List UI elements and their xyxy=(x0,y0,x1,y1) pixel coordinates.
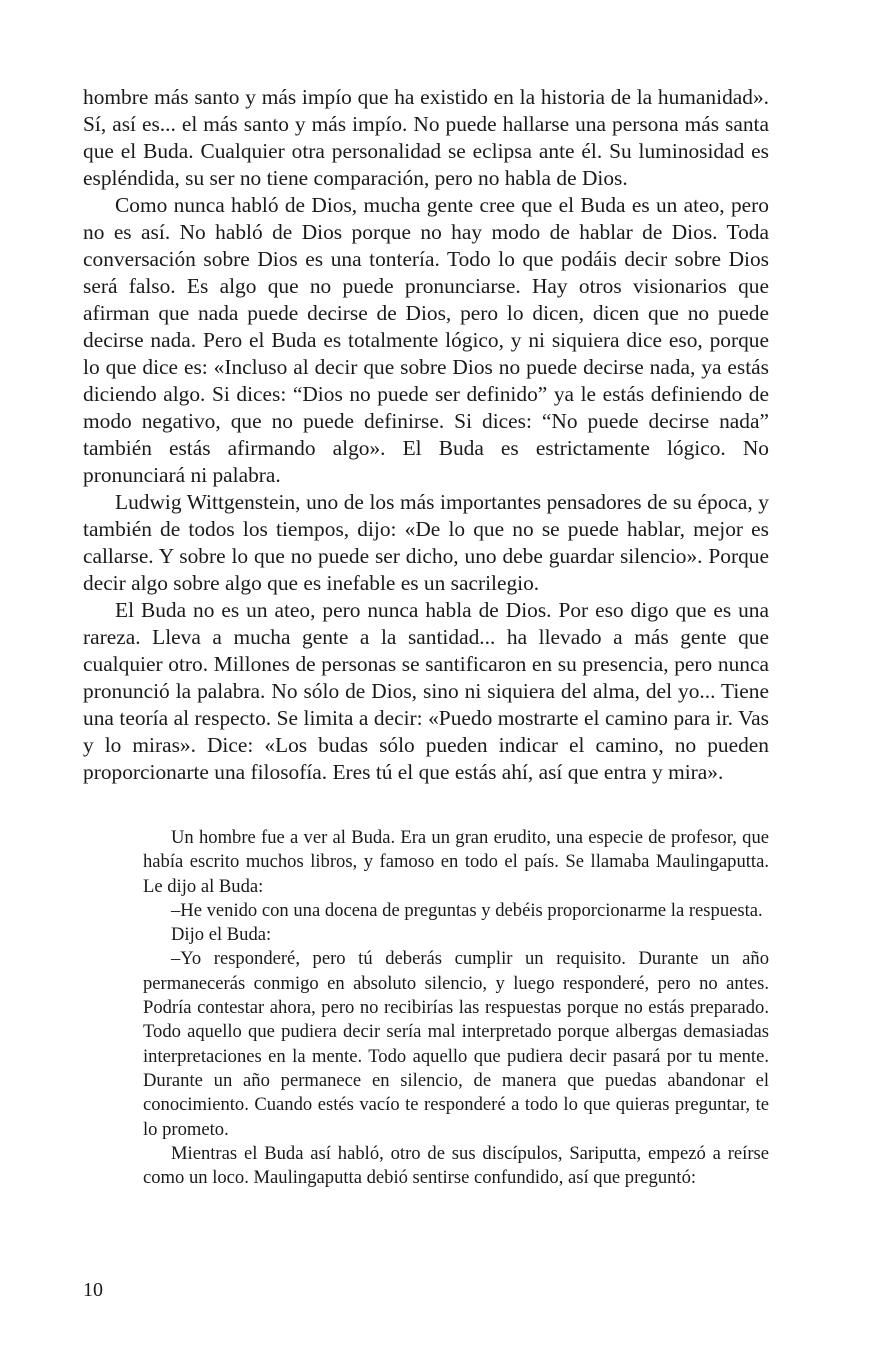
anecdote-paragraph: –He venido con una docena de preguntas y debéis proporcionarme la respuesta. xyxy=(171,899,763,921)
anecdote-paragraph: –Yo responderé, pero tú deberás cumplir un requisito. Durante un año permanecerás conmigo en absoluto silencio, y luego responderé, pero no antes. Podría contestar ahora, pero no recibirías las respuestas porque no estás preparado. Todo aquello que pudiera decir sería mal interpretado porque albergas demasiadas interpretaciones en la mente. Todo aquello que pudiera decir pasará por tu mente. Durante un año permanece en silencio, de manera que puedas abandonar el conocimiento. Cuando estés vacío te responderé a todo lo que quieras preguntar, te lo prometo. xyxy=(143,948,769,1140)
paragraph: Como nunca habló de Dios, mucha gente cree que el Buda es un ateo, pero no es así. No habló de Dios porque no hay modo de hablar de Dios. Toda conversación sobre Dios es una tontería. Todo lo que podáis decir sobre Dios será falso. Es algo que no puede pronunciarse. Hay otros visionarios que afirman que nada puede decirse de Dios, pero lo dicen, dicen que no puede decirse nada. Pero el Buda es totalmente lógico, y ni siquiera dice eso, porque lo que dice es: «Incluso al decir que sobre Dios no puede decirse nada, ya estás diciendo algo. Si dices: “Dios no puede ser definido” ya le estás definiendo de modo negativo, que no puede definirse. Si dices: “No puede decirse nada” también estás afirmando algo». El Buda es estrictamente lógico. No pronunciará ni palabra. xyxy=(83,193,769,487)
anecdote-paragraph: Mientras el Buda así habló, otro de sus discípulos, Sariputta, empezó a reírse como un loco. Maulingaputta debió sentirse confundido, así que preguntó: xyxy=(143,1142,769,1189)
anecdote-block xyxy=(143,826,769,1190)
paragraph: Ludwig Wittgenstein, uno de los más importantes pensadores de su época, y también de todos los tiempos, dijo: «De lo que no se puede hablar, mejor es callarse. Y sobre lo que no puede ser dicho, uno debe guardar silencio». Porque decir algo sobre algo que es inefable es un sacrilegio. xyxy=(83,490,769,595)
paragraph: El Buda no es un ateo, pero nunca habla de Dios. Por eso digo que es una rareza. Lleva a mucha gente a la santidad... ha llevado a más gente que cualquier otro. Millones de personas se santificaron en su presencia, pero nunca pronunció la palabra. No sólo de Dios, sino ni siquiera del alma, del yo... Tiene una teoría al respecto. Se limita a decir: «Puedo mostrarte el camino para ir. Vas y lo miras». Dice: «Los budas sólo pueden indicar el camino, no pueden proporcionarte una filosofía. Eres tú el que estás ahí, así que entra y mira». xyxy=(83,598,769,784)
paragraph: hombre más santo y más impío que ha existido en la historia de la humanidad». Sí, así es... el más santo y más impío. No puede hallarse una persona más santa que el Buda. Cualquier otra personalidad se eclipsa ante él. Su luminosidad es espléndida, su ser no tiene comparación, pero no habla de Dios. xyxy=(83,85,769,190)
page-number: 10 xyxy=(83,1279,103,1301)
anecdote-paragraph: Dijo el Buda: xyxy=(171,924,272,946)
anecdote-paragraph: Un hombre fue a ver al Buda. Era un gran erudito, una especie de profesor, que había escrito muchos libros, y famoso en todo el país. Se llamaba Maulingaputta. Le dijo al Buda: xyxy=(143,827,769,897)
main-text-block xyxy=(83,84,769,786)
